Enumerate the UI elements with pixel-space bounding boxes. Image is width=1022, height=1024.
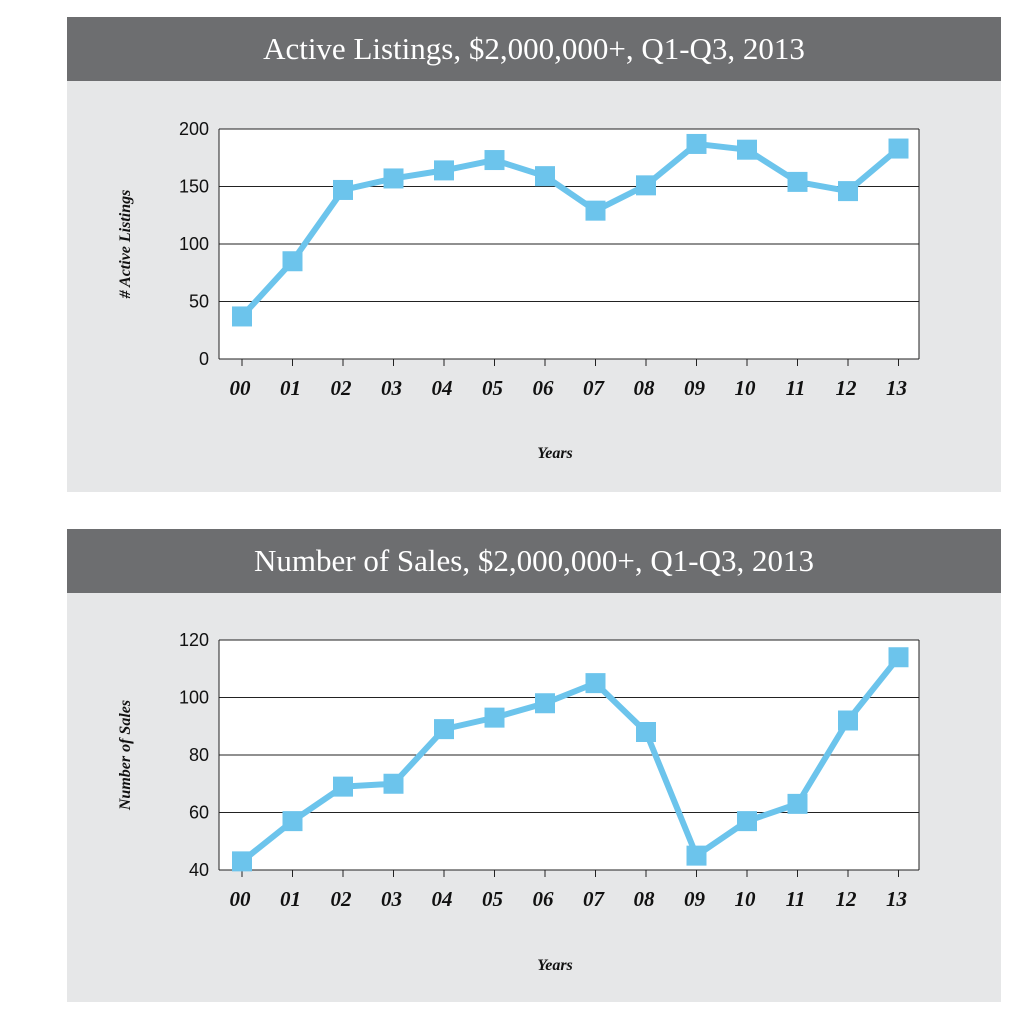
x-tick-label: 09 xyxy=(684,887,705,911)
x-tick-label: 05 xyxy=(482,376,503,400)
x-tick-label: 02 xyxy=(330,376,352,400)
y-tick-label: 200 xyxy=(178,119,209,139)
x-tick-label: 11 xyxy=(785,887,806,911)
data-point-marker xyxy=(788,172,808,192)
data-point-marker xyxy=(434,719,454,739)
x-tick-label: 05 xyxy=(482,887,503,911)
data-point-marker xyxy=(838,711,858,731)
data-point-marker xyxy=(636,175,656,195)
x-tick-label: 03 xyxy=(381,376,402,400)
data-point-marker xyxy=(333,777,353,797)
chart-panel-active-listings xyxy=(67,17,1001,492)
active-listings-chart xyxy=(67,17,1001,492)
y-axis-title: Number of Sales xyxy=(117,699,134,811)
data-point-marker xyxy=(687,134,707,154)
data-point-marker xyxy=(485,150,505,170)
data-point-marker xyxy=(889,647,909,667)
data-point-marker xyxy=(687,846,707,866)
x-tick-label: 09 xyxy=(684,376,705,400)
data-point-marker xyxy=(838,181,858,201)
data-point-marker xyxy=(535,693,555,713)
data-point-marker xyxy=(485,708,505,728)
data-point-marker xyxy=(333,180,353,200)
data-point-marker xyxy=(737,811,757,831)
x-tick-label: 01 xyxy=(280,376,301,400)
data-point-marker xyxy=(737,140,757,160)
x-tick-label: 10 xyxy=(734,887,756,911)
data-point-marker xyxy=(636,722,656,742)
y-tick-label: 40 xyxy=(188,860,209,880)
x-tick-label: 08 xyxy=(633,887,655,911)
x-tick-label: 11 xyxy=(785,376,806,400)
x-tick-label: 00 xyxy=(229,376,251,400)
x-tick-label: 10 xyxy=(734,376,756,400)
data-point-marker xyxy=(889,139,909,159)
y-tick-label: 100 xyxy=(178,687,209,708)
y-axis-title: # Active Listings xyxy=(117,189,134,299)
y-tick-label: 0 xyxy=(198,349,209,369)
data-point-marker xyxy=(283,251,303,271)
x-axis-title: Years xyxy=(537,957,573,974)
x-tick-label: 06 xyxy=(532,887,554,911)
data-point-marker xyxy=(384,168,404,188)
data-point-marker xyxy=(384,774,404,794)
x-tick-label: 02 xyxy=(330,887,352,911)
x-tick-label: 00 xyxy=(229,887,251,911)
data-point-marker xyxy=(586,201,606,221)
y-tick-label: 50 xyxy=(188,291,209,312)
data-point-marker xyxy=(232,306,252,326)
y-tick-label: 60 xyxy=(188,802,209,823)
y-tick-label: 80 xyxy=(188,745,209,765)
x-tick-label: 04 xyxy=(431,376,453,400)
number-of-sales-chart xyxy=(67,529,1001,1002)
x-tick-label: 13 xyxy=(886,376,907,400)
x-tick-label: 03 xyxy=(381,887,402,911)
data-point-marker xyxy=(788,794,808,814)
data-point-marker xyxy=(283,811,303,831)
y-tick-label: 120 xyxy=(178,630,209,650)
data-point-marker xyxy=(586,673,606,693)
x-tick-label: 12 xyxy=(835,887,857,911)
x-tick-label: 08 xyxy=(633,376,655,400)
x-tick-label: 13 xyxy=(886,887,907,911)
chart-title: Active Listings, $2,000,000+, Q1-Q3, 2013 xyxy=(67,17,1001,81)
y-tick-label: 100 xyxy=(178,234,209,254)
chart-title: Number of Sales, $2,000,000+, Q1-Q3, 2013 xyxy=(67,529,1001,593)
y-tick-label: 150 xyxy=(178,176,209,197)
x-tick-label: 07 xyxy=(583,887,604,911)
x-tick-label: 12 xyxy=(835,376,857,400)
data-point-marker xyxy=(535,166,555,186)
chart-panel-number-of-sales xyxy=(67,529,1001,1002)
x-tick-label: 01 xyxy=(280,887,301,911)
data-point-marker xyxy=(232,851,252,871)
data-point-marker xyxy=(434,160,454,180)
x-axis-title: Years xyxy=(537,445,573,462)
x-tick-label: 06 xyxy=(532,376,554,400)
x-tick-label: 04 xyxy=(431,887,453,911)
x-tick-label: 07 xyxy=(583,376,604,400)
